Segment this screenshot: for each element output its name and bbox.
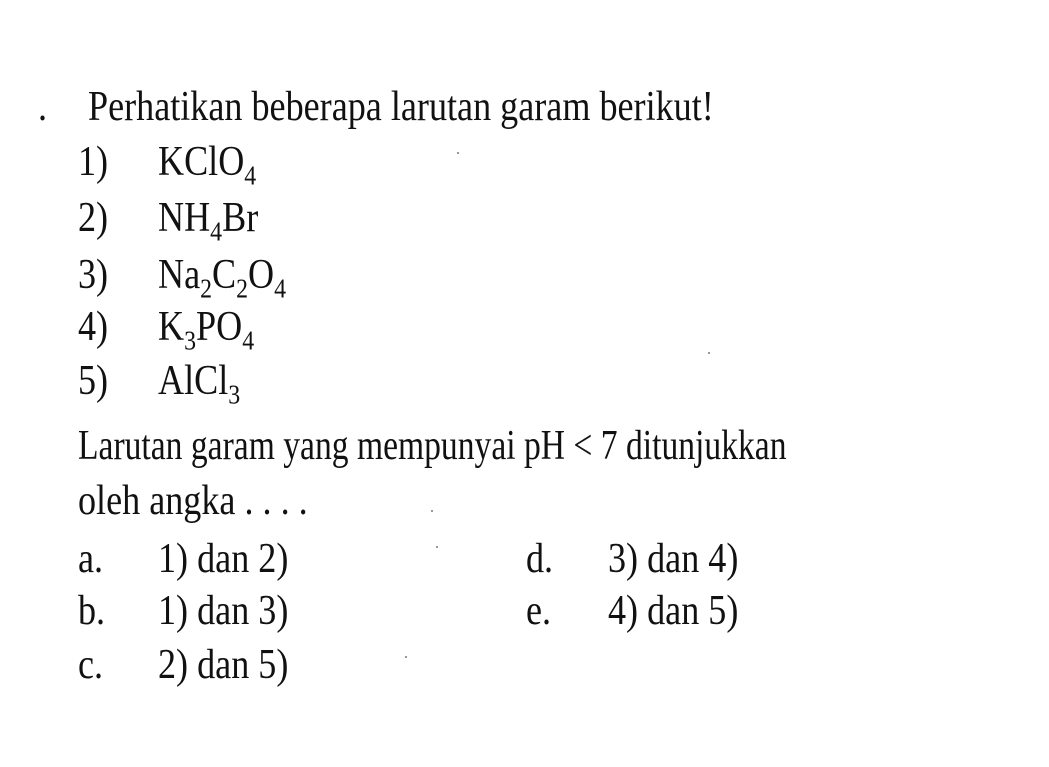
option-a-text: 1) dan 2)	[158, 536, 289, 582]
formula-subscript: 3	[184, 324, 197, 356]
formula-subscript: 4	[242, 324, 255, 356]
option-d-text: 3) dan 4)	[608, 536, 739, 582]
question-stem-line-2: oleh angka . . . .	[78, 478, 308, 524]
salt-formula-3	[158, 252, 287, 304]
formula-subscript: 4	[210, 215, 223, 247]
question-bullet: .	[38, 84, 48, 130]
formula-symbol: PO	[196, 304, 243, 350]
option-e-letter: e.	[526, 588, 552, 634]
formula-symbol: KClO	[158, 139, 245, 185]
formula-subscript: 3	[228, 378, 241, 410]
formula-subscript: 2	[236, 272, 249, 304]
formula-symbol: K	[158, 304, 185, 350]
option-b-letter: b.	[78, 588, 106, 634]
formula-symbol: Br	[222, 195, 259, 241]
question-stem-line-1: Larutan garam yang mempunyai pH < 7 ditunjukkan	[78, 423, 787, 469]
option-b-text: 1) dan 3)	[158, 588, 289, 634]
salt-number-5: 5)	[78, 358, 109, 404]
formula-symbol: NH	[158, 195, 211, 241]
salt-number-3: 3)	[78, 252, 109, 298]
question-prompt: Perhatikan beberapa larutan garam berikut!	[88, 84, 714, 130]
option-c-letter: c.	[78, 642, 104, 688]
formula-symbol: C	[212, 252, 237, 298]
salt-number-1: 1)	[78, 139, 109, 185]
salt-number-2: 2)	[78, 195, 109, 241]
formula-subscript: 4	[244, 159, 257, 191]
salt-formula-2	[158, 195, 259, 247]
formula-symbol: Na	[158, 252, 201, 298]
formula-symbol: O	[248, 252, 275, 298]
salt-number-4: 4)	[78, 304, 109, 350]
salt-formula-1	[158, 139, 257, 191]
formula-subscript: 4	[274, 272, 287, 304]
formula-subscript: 2	[200, 272, 213, 304]
option-a-letter: a.	[78, 536, 104, 582]
salt-formula-4	[158, 304, 255, 356]
salt-formula-5	[158, 358, 241, 410]
option-e-text: 4) dan 5)	[608, 588, 739, 634]
option-d-letter: d.	[526, 536, 554, 582]
formula-symbol: AlCl	[158, 358, 229, 404]
option-c-text: 2) dan 5)	[158, 642, 289, 688]
